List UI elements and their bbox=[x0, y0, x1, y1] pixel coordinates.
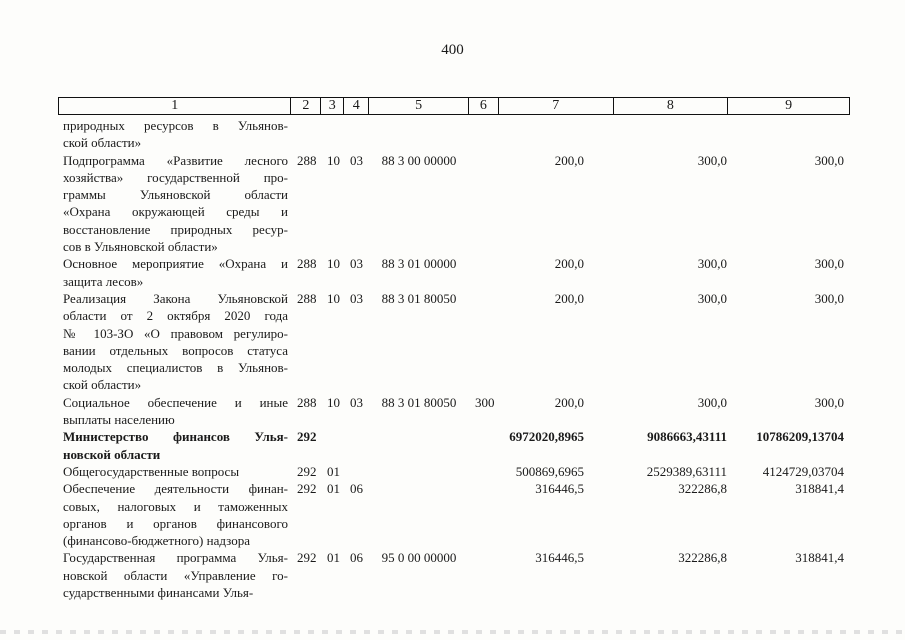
cell-amount-year-2: 300,0 bbox=[697, 256, 727, 272]
cell-amount-year-3: 300,0 bbox=[814, 290, 844, 306]
cell-chapter: 288 bbox=[297, 394, 317, 410]
cell-amount-year-1: 200,0 bbox=[554, 152, 584, 168]
cell-amount-year-2 bbox=[614, 117, 729, 152]
table-row bbox=[58, 549, 850, 601]
cell-target-article bbox=[369, 463, 469, 480]
table-row bbox=[58, 480, 850, 549]
description-line: области от 2 октября 2020 года bbox=[63, 308, 288, 324]
cell-chapter: 288 bbox=[297, 290, 317, 306]
cell-expense-type bbox=[469, 480, 499, 549]
cell-amount-year-3: 300,0 bbox=[814, 152, 844, 168]
cell-subsection: 03 bbox=[350, 394, 363, 410]
cell-amount-year-2: 300,0 bbox=[697, 152, 727, 168]
description-line: «Охрана окружающей среды и bbox=[63, 204, 288, 220]
budget-table-body bbox=[58, 117, 850, 601]
cell-description bbox=[58, 117, 291, 152]
description-line: Общегосударственные вопросы bbox=[63, 463, 240, 479]
table-row bbox=[58, 463, 850, 480]
cell-amount-year-1: 200,0 bbox=[554, 290, 584, 306]
table-row bbox=[58, 255, 850, 290]
cell-chapter: 288 bbox=[297, 256, 317, 272]
description-line: ской области» bbox=[63, 377, 142, 393]
description-line: новской области «Управление го- bbox=[63, 567, 288, 583]
cell-amount-year-2: 322286,8 bbox=[678, 481, 727, 497]
cell-amount-year-2: 2529389,63111 bbox=[646, 463, 727, 479]
table-row bbox=[58, 290, 850, 394]
header-col-8: 8 bbox=[614, 98, 729, 114]
cell-expense-type: 300 bbox=[475, 394, 495, 410]
description-line: выплаты населению bbox=[63, 412, 175, 428]
cell-amount-year-3: 4124729,03704 bbox=[762, 463, 844, 479]
cell-chapter: 288 bbox=[297, 152, 317, 168]
description-line: новской области bbox=[63, 446, 161, 462]
header-col-4: 4 bbox=[344, 98, 369, 114]
description-line: Социальное обеспечение и иные bbox=[63, 394, 288, 410]
cell-subsection bbox=[344, 117, 369, 152]
description-line: восстановление природных ресур- bbox=[63, 221, 288, 237]
table-row bbox=[58, 428, 850, 463]
cell-amount-year-2: 300,0 bbox=[697, 394, 727, 410]
cell-description bbox=[58, 255, 291, 290]
cell-amount-year-1: 316446,5 bbox=[535, 481, 584, 497]
description-line: Обеспечение деятельности финан- bbox=[63, 481, 288, 497]
cell-expense-type bbox=[469, 428, 499, 463]
cell-target-article: 88 3 01 80050 bbox=[381, 290, 457, 306]
cell-target-article bbox=[369, 480, 469, 549]
cell-amount-year-1: 500869,6965 bbox=[515, 463, 584, 479]
description-line: органов и органов финансового bbox=[63, 515, 288, 531]
cell-description bbox=[58, 394, 291, 429]
description-line: совых, налоговых и таможенных bbox=[63, 498, 288, 514]
cell-amount-year-1: 200,0 bbox=[554, 394, 584, 410]
cell-subsection: 03 bbox=[350, 152, 363, 168]
cell-subsection bbox=[344, 428, 369, 463]
cell-amount-year-2: 322286,8 bbox=[678, 550, 727, 566]
description-line: Государственная программа Улья- bbox=[63, 550, 288, 566]
cell-target-article: 88 3 00 00000 bbox=[381, 152, 457, 168]
cell-target-article: 88 3 01 00000 bbox=[381, 256, 457, 272]
description-line: молодых специалистов в Ульянов- bbox=[63, 360, 288, 376]
cell-subsection: 06 bbox=[350, 550, 363, 566]
description-line: защита лесов» bbox=[63, 273, 144, 289]
description-line: сов в Ульяновской области» bbox=[63, 239, 218, 255]
table-row bbox=[58, 152, 850, 256]
description-line: сударственными финансами Улья- bbox=[63, 585, 254, 601]
table-header bbox=[58, 97, 850, 115]
cell-amount-year-3: 300,0 bbox=[814, 256, 844, 272]
table-row bbox=[58, 394, 850, 429]
cell-section: 10 bbox=[327, 290, 340, 306]
cell-expense-type bbox=[469, 463, 499, 480]
description-line: природных ресурсов в Ульянов- bbox=[63, 118, 288, 133]
cell-subsection: 03 bbox=[350, 256, 363, 272]
cell-chapter: 292 bbox=[297, 481, 317, 497]
description-line: Основное мероприятие «Охрана и bbox=[63, 256, 288, 272]
cell-amount-year-3: 300,0 bbox=[814, 394, 844, 410]
header-col-2: 2 bbox=[291, 98, 321, 114]
cell-amount-year-2: 300,0 bbox=[697, 290, 727, 306]
cell-expense-type bbox=[469, 117, 499, 152]
cell-subsection bbox=[344, 463, 369, 480]
cell-description bbox=[58, 152, 291, 256]
cell-description bbox=[58, 428, 291, 463]
cell-description bbox=[58, 290, 291, 394]
scan-edge-noise bbox=[0, 630, 905, 634]
cell-section: 10 bbox=[327, 152, 340, 168]
cell-section: 10 bbox=[327, 256, 340, 272]
cell-amount-year-1 bbox=[499, 117, 614, 152]
cell-amount-year-2: 9086663,43111 bbox=[647, 429, 727, 445]
cell-chapter: 292 bbox=[297, 463, 317, 479]
header-col-1: 1 bbox=[59, 98, 291, 114]
description-line: хозяйства» государственной про- bbox=[63, 169, 288, 185]
header-col-6: 6 bbox=[469, 98, 499, 114]
table-row bbox=[58, 117, 850, 152]
cell-chapter: 292 bbox=[297, 429, 317, 445]
cell-amount-year-1: 200,0 bbox=[554, 256, 584, 272]
cell-expense-type bbox=[469, 152, 499, 256]
cell-description bbox=[58, 549, 291, 601]
description-line: № 103-ЗО «О правовом регулиро- bbox=[63, 325, 288, 341]
header-col-7: 7 bbox=[499, 98, 614, 114]
cell-chapter: 292 bbox=[297, 550, 317, 566]
cell-section: 01 bbox=[327, 463, 340, 479]
cell-amount-year-3: 318841,4 bbox=[795, 481, 844, 497]
description-line: (финансово-бюджетного) надзора bbox=[63, 533, 250, 549]
header-col-5: 5 bbox=[369, 98, 469, 114]
cell-subsection: 06 bbox=[350, 481, 363, 497]
cell-amount-year-3: 10786209,13704 bbox=[756, 429, 844, 445]
cell-target-article: 88 3 01 80050 bbox=[381, 394, 457, 410]
cell-description bbox=[58, 463, 291, 480]
cell-target-article bbox=[369, 117, 469, 152]
cell-section: 01 bbox=[327, 550, 340, 566]
header-col-3: 3 bbox=[321, 98, 344, 114]
cell-amount-year-3: 318841,4 bbox=[795, 550, 844, 566]
cell-description bbox=[58, 480, 291, 549]
cell-expense-type bbox=[469, 255, 499, 290]
cell-amount-year-1: 6972020,8965 bbox=[509, 429, 584, 445]
description-line: Министерство финансов Улья- bbox=[63, 429, 288, 445]
cell-chapter bbox=[291, 117, 321, 152]
description-line: Подпрограмма «Развитие лесного bbox=[63, 152, 288, 168]
cell-section bbox=[321, 117, 344, 152]
description-line: ской области» bbox=[63, 135, 142, 151]
description-line: вании отдельных вопросов статуса bbox=[63, 342, 288, 358]
cell-target-article bbox=[369, 428, 469, 463]
description-line: граммы Ульяновской области bbox=[63, 187, 288, 203]
cell-section bbox=[321, 428, 344, 463]
cell-section: 10 bbox=[327, 394, 340, 410]
description-line: Реализация Закона Ульяновской bbox=[63, 290, 288, 306]
cell-expense-type bbox=[469, 549, 499, 601]
cell-expense-type bbox=[469, 290, 499, 394]
cell-section: 01 bbox=[327, 481, 340, 497]
header-col-9: 9 bbox=[785, 98, 793, 113]
cell-subsection: 03 bbox=[350, 290, 363, 306]
cell-target-article: 95 0 00 00000 bbox=[381, 550, 457, 566]
page-number: 400 bbox=[441, 42, 464, 58]
cell-amount-year-1: 316446,5 bbox=[535, 550, 584, 566]
cell-amount-year-3 bbox=[729, 117, 850, 152]
